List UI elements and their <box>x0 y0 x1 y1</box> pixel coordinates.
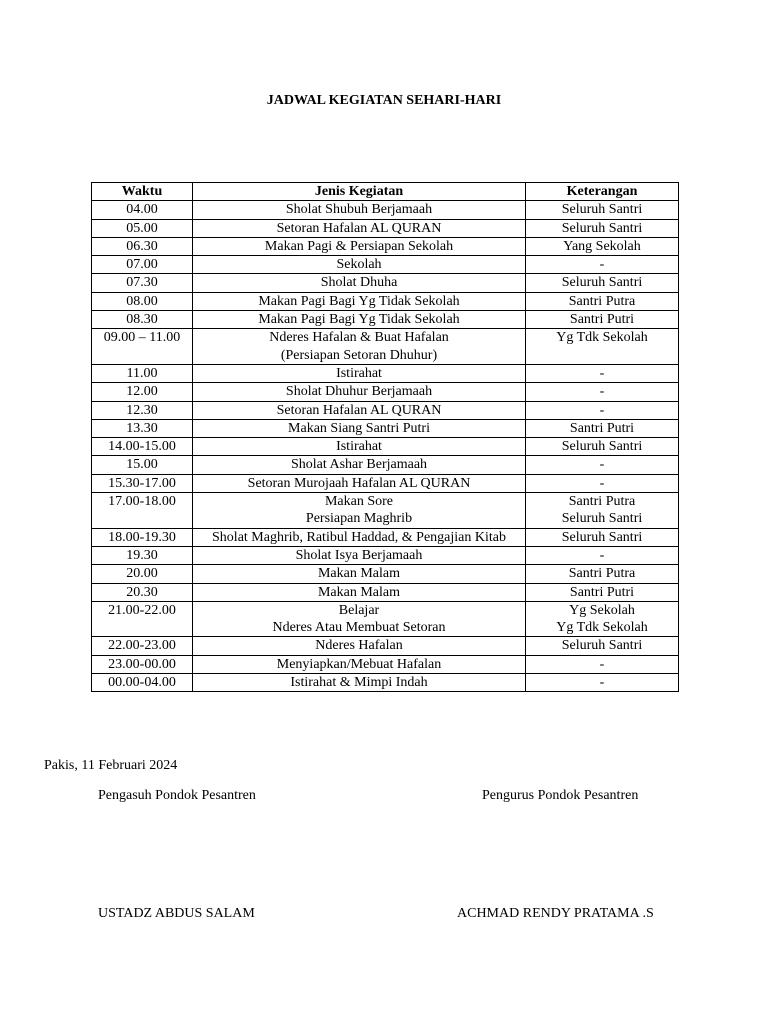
cell-time: 15.30-17.00 <box>92 474 193 492</box>
cell-time: 18.00-19.30 <box>92 528 193 546</box>
cell-activity <box>193 493 526 529</box>
cell-note <box>526 456 679 474</box>
cell-time: 07.30 <box>92 274 193 292</box>
cell-note-line: Yg Tdk Sekolah <box>556 620 648 636</box>
cell-note <box>526 546 679 564</box>
cell-note-line: Seluruh Santri <box>561 220 643 236</box>
cell-activity-line: Sholat Shubuh Berjamaah <box>285 202 433 218</box>
cell-note-line: Santri Putra <box>568 293 636 309</box>
cell-note-line: - <box>599 475 605 491</box>
cell-time: 23.00-00.00 <box>92 655 193 673</box>
cell-note <box>526 438 679 456</box>
cell-activity-line: Makan Pagi Bagi Yg Tidak Sekolah <box>258 293 460 309</box>
cell-activity <box>193 383 526 401</box>
cell-time: 04.00 <box>92 201 193 219</box>
cell-time: 21.00-22.00 <box>92 601 193 637</box>
cell-note-line: - <box>599 656 605 672</box>
cell-note <box>526 292 679 310</box>
table-row <box>92 674 679 692</box>
cell-activity-line: Makan Malam <box>317 566 401 582</box>
schedule-body <box>92 201 679 692</box>
cell-note <box>526 655 679 673</box>
cell-activity-line: Menyiapkan/Mebuat Hafalan <box>276 656 442 672</box>
cell-activity <box>193 583 526 601</box>
cell-activity-line: Setoran Hafalan AL QURAN <box>276 220 442 236</box>
cell-note-line: - <box>599 384 605 400</box>
cell-time: 08.00 <box>92 292 193 310</box>
cell-activity <box>193 565 526 583</box>
cell-activity <box>193 311 526 329</box>
cell-activity <box>193 528 526 546</box>
cell-activity <box>193 256 526 274</box>
cell-activity-line: Makan Sore <box>324 494 394 510</box>
header-time: Waktu <box>92 183 193 201</box>
cell-note-line: - <box>599 365 605 381</box>
table-row <box>92 311 679 329</box>
cell-note <box>526 674 679 692</box>
cell-note-line: Yang Sekolah <box>563 238 641 254</box>
cell-note <box>526 565 679 583</box>
cell-activity <box>193 401 526 419</box>
cell-activity <box>193 637 526 655</box>
cell-activity-line: Makan Pagi & Persiapan Sekolah <box>264 238 454 254</box>
cell-note-line: Santri Putri <box>569 312 635 328</box>
cell-activity-line: Sholat Maghrib, Ratibul Haddad, & Pengajian Kitab <box>212 529 506 545</box>
cell-activity <box>193 601 526 637</box>
table-row <box>92 601 679 637</box>
cell-activity <box>193 419 526 437</box>
cell-time: 22.00-23.00 <box>92 637 193 655</box>
cell-note <box>526 637 679 655</box>
cell-note-line: Seluruh Santri <box>561 275 643 291</box>
table-row <box>92 637 679 655</box>
cell-activity <box>193 655 526 673</box>
table-row <box>92 329 679 365</box>
signer-right-role: Pengurus Pondok Pesantren <box>482 788 639 803</box>
cell-note <box>526 256 679 274</box>
signer-right-name: ACHMAD RENDY PRATAMA .S <box>457 906 654 921</box>
cell-note <box>526 219 679 237</box>
table-row <box>92 493 679 529</box>
table-row <box>92 655 679 673</box>
cell-activity <box>193 474 526 492</box>
cell-activity-line: Nderes Hafalan <box>315 638 403 654</box>
cell-activity <box>193 456 526 474</box>
cell-activity <box>193 219 526 237</box>
table-row <box>92 474 679 492</box>
table-row <box>92 364 679 382</box>
table-row <box>92 274 679 292</box>
cell-activity-line: Sholat Dhuha <box>320 275 398 291</box>
cell-time: 13.30 <box>92 419 193 437</box>
table-row <box>92 565 679 583</box>
table-row <box>92 546 679 564</box>
cell-activity-line: Setoran Hafalan AL QURAN <box>276 402 442 418</box>
cell-time: 05.00 <box>92 219 193 237</box>
cell-activity <box>193 438 526 456</box>
cell-note-line: Yg Sekolah <box>569 602 635 618</box>
cell-note <box>526 383 679 401</box>
table-row <box>92 219 679 237</box>
cell-note-line: Santri Putra <box>568 494 636 510</box>
table-row <box>92 528 679 546</box>
cell-activity <box>193 292 526 310</box>
cell-activity-line: Sholat Dhuhur Berjamaah <box>285 384 433 400</box>
table-row <box>92 401 679 419</box>
table-header-row <box>92 183 679 201</box>
table-row <box>92 383 679 401</box>
cell-note-line: Seluruh Santri <box>561 529 643 545</box>
cell-activity-line: Nderes Atau Membuat Setoran <box>272 620 446 636</box>
cell-note <box>526 401 679 419</box>
cell-note-line: - <box>599 675 605 691</box>
cell-time: 12.30 <box>92 401 193 419</box>
table-row <box>92 583 679 601</box>
cell-activity <box>193 546 526 564</box>
cell-time: 08.30 <box>92 311 193 329</box>
cell-note <box>526 201 679 219</box>
place-date: Pakis, 11 Februari 2024 <box>44 758 178 773</box>
cell-note-line: Seluruh Santri <box>561 511 643 527</box>
header-note: Keterangan <box>526 183 679 201</box>
cell-note-line: Seluruh Santri <box>561 439 643 455</box>
cell-activity-line: Persiapan Maghrib <box>305 511 413 527</box>
cell-activity-line: Sholat Isya Berjamaah <box>295 547 423 563</box>
cell-note-line: Santri Putra <box>568 566 636 582</box>
table-row <box>92 438 679 456</box>
table-row <box>92 201 679 219</box>
cell-time: 17.00-18.00 <box>92 493 193 529</box>
table-row <box>92 456 679 474</box>
schedule-table <box>91 182 679 692</box>
cell-note-line: Yg Tdk Sekolah <box>556 330 648 346</box>
cell-activity <box>193 274 526 292</box>
header-activity: Jenis Kegiatan <box>193 183 526 201</box>
cell-activity <box>193 364 526 382</box>
signer-left-name: USTADZ ABDUS SALAM <box>98 906 255 921</box>
cell-activity-line: Belajar <box>338 602 380 618</box>
cell-activity <box>193 237 526 255</box>
cell-activity-line: Makan Siang Santri Putri <box>288 420 430 436</box>
cell-note <box>526 311 679 329</box>
cell-note <box>526 237 679 255</box>
cell-note <box>526 601 679 637</box>
cell-activity-line: Makan Malam <box>317 584 401 600</box>
cell-activity-line: Makan Pagi Bagi Yg Tidak Sekolah <box>258 312 460 328</box>
cell-time: 07.00 <box>92 256 193 274</box>
cell-activity-line: Istirahat & Mimpi Indah <box>290 675 428 691</box>
table-row <box>92 256 679 274</box>
cell-note <box>526 583 679 601</box>
cell-activity <box>193 329 526 365</box>
cell-activity <box>193 674 526 692</box>
cell-activity <box>193 201 526 219</box>
cell-note-line: - <box>599 547 605 563</box>
table-row <box>92 292 679 310</box>
cell-activity-line: Setoran Murojaah Hafalan AL QURAN <box>247 475 471 491</box>
table-row <box>92 237 679 255</box>
cell-note-line: - <box>599 257 605 273</box>
cell-activity-line: (Persiapan Setoran Dhuhur) <box>280 347 438 363</box>
cell-time: 06.30 <box>92 237 193 255</box>
cell-note-line: Santri Putri <box>569 584 635 600</box>
cell-time: 20.00 <box>92 565 193 583</box>
cell-note <box>526 493 679 529</box>
cell-time: 14.00-15.00 <box>92 438 193 456</box>
cell-note <box>526 474 679 492</box>
cell-time: 11.00 <box>92 364 193 382</box>
cell-time: 09.00 – 11.00 <box>92 329 193 365</box>
cell-note <box>526 274 679 292</box>
cell-note-line: Santri Putri <box>569 420 635 436</box>
cell-time: 19.30 <box>92 546 193 564</box>
cell-time: 20.30 <box>92 583 193 601</box>
document-title: JADWAL KEGIATAN SEHARI-HARI <box>266 93 502 108</box>
cell-time: 00.00-04.00 <box>92 674 193 692</box>
cell-activity-line: Nderes Hafalan & Buat Hafalan <box>269 330 449 346</box>
table-row <box>92 419 679 437</box>
cell-activity-line: Istirahat <box>336 439 382 455</box>
cell-note-line: - <box>599 457 605 473</box>
cell-note <box>526 329 679 365</box>
cell-note <box>526 364 679 382</box>
cell-note <box>526 528 679 546</box>
cell-note-line: Seluruh Santri <box>561 202 643 218</box>
cell-note <box>526 419 679 437</box>
cell-note-line: - <box>599 402 605 418</box>
cell-activity-line: Sekolah <box>336 257 382 273</box>
cell-activity-line: Istirahat <box>336 365 382 381</box>
cell-activity-line: Sholat Ashar Berjamaah <box>290 457 428 473</box>
cell-time: 12.00 <box>92 383 193 401</box>
cell-note-line: Seluruh Santri <box>561 638 643 654</box>
cell-time: 15.00 <box>92 456 193 474</box>
signer-left-role: Pengasuh Pondok Pesantren <box>98 788 256 803</box>
